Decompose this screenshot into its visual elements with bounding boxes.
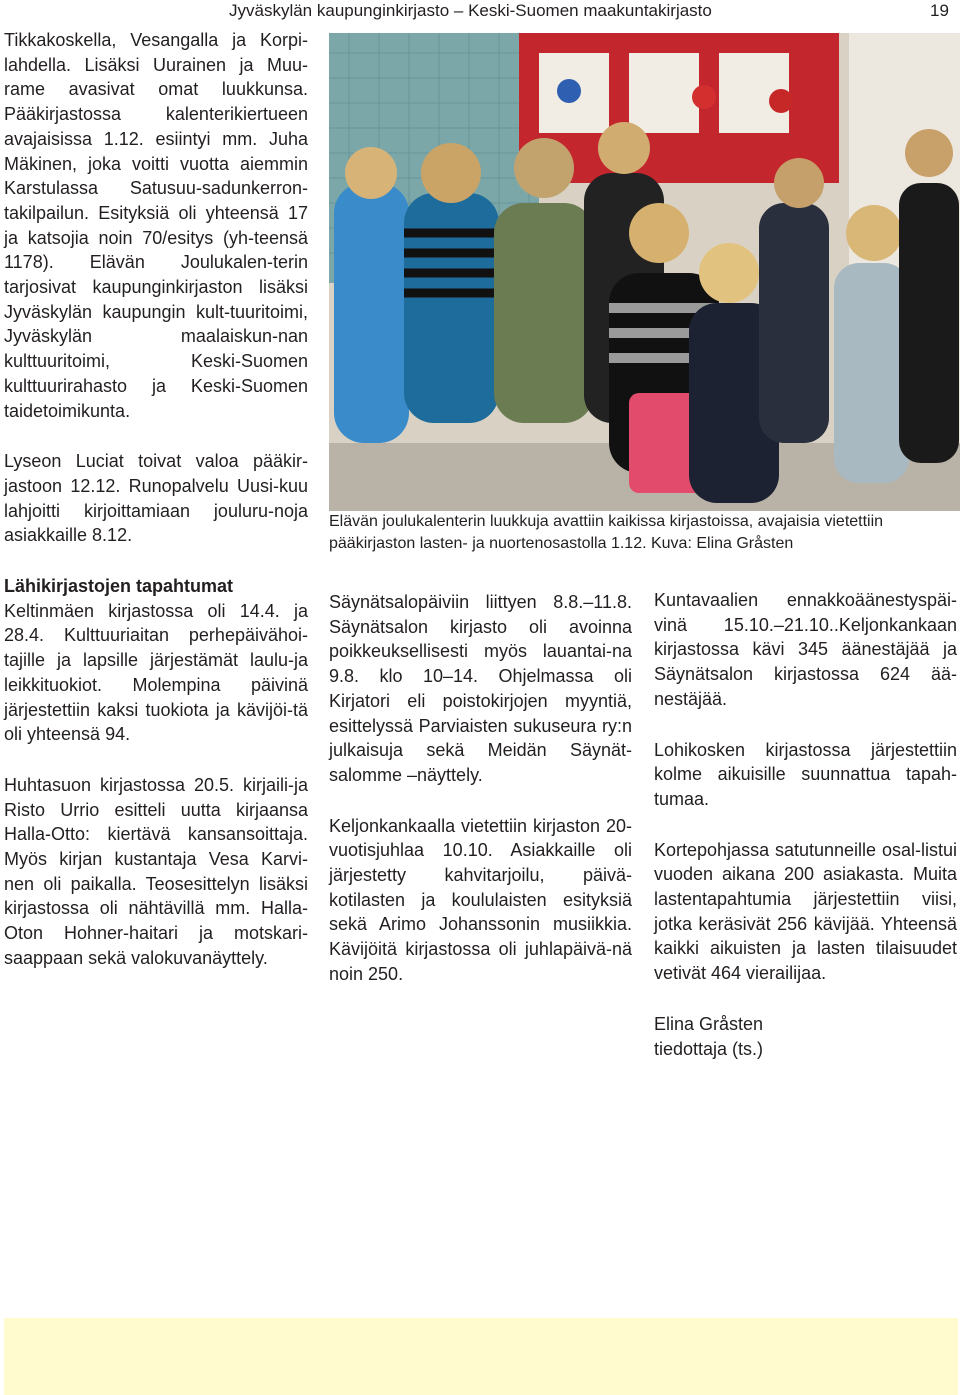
footer-band xyxy=(4,1318,958,1395)
paragraph-huhtasuo: Huhtasuon kirjastossa 20.5. kirjaili-ja Risto Urrio esitteli uutta kirjaansa Halla-Otto: kiertävä kansansoittaja. Myös kirjan kustantaja Vesa Karvi-nen oli paikalla. Teosesittelyn lisäksi kirjastossa oli nähtävillä mm. Halla-Oton Hohner-haitari ja motskari-saappaan sekä valokuvanäyttely. xyxy=(4,774,308,968)
paragraph-joulukalenteri: Tikkakoskella, Vesangalla ja Korpi-lahdella. Lisäksi Uurainen ja Muu-rame avasivat omat luukkunsa. Pääkirjastossa kalenterikiertueen avajaisissa 1.12. esiintyi mm. Juha Mäkinen, joka voitti vuotta aiemmin Karstulassa Satusuu-sadunkerron-takilpailun. Esityksiä oli yhteensä 17 ja katsojia noin 70/esitys (yh-teensä 1178). Elävän Joulukalen-terin tarjosivat kaupunginkirjaston lisäksi Jyväskylän kaupungin kult-tuuritoimi, Jyväskylän maalaiskun-nan kulttuuritoimi, Keski-Suomen kulttuurirahasto ja Keski-Suomen taidetoimikunta. xyxy=(4,30,308,421)
signature-title: tiedottaja (ts.) xyxy=(654,1038,764,1059)
section-heading: Lähikirjastojen tapahtumat xyxy=(4,576,234,596)
column-2 xyxy=(329,590,632,987)
paragraph-lohikoski: Lohikosken kirjastossa järjestettiin kolme aikuisille suunnattua tapah-tumaa. xyxy=(654,739,957,809)
photo-caption: Elävän joulukalenterin luukkuja avattiin kaikissa kirjastoissa, avajaisia vietettiin pääkirjaston lasten- ja nuortenosastolla 1.12. Kuva: Elina Gråsten xyxy=(329,513,884,552)
running-head: Jyväskylän kaupunginkirjasto – Keski-Suomen maakuntakirjasto xyxy=(229,1,712,20)
paragraph-keljonkangas: Keljonkankaalla vietettiin kirjaston 20-vuotisjuhlaa 10.10. Asiakkaille oli järjestetty kahvitarjoilu, päivä-kotilasten ja koululaisten esityksiä sekä Arimo Johanssonin musiikkia. Kävijöitä kirjastossa oli juhlapäivä-nä noin 250. xyxy=(329,815,632,984)
paragraph-saynatsalo: Säynätsalopäiviin liittyen 8.8.–11.8. Säynätsalon kirjasto oli avoinna poikkeuksellisesti myös lauantai-na 9.8. klo 10–14. Ohjelmassa oli Kirjatori eli poistokirjojen myyntiä, esittelyssä Parviaisten sukuseura ry:n julkaisuja sekä Meidän Säynät-salomme –näyttely. xyxy=(329,592,632,785)
paragraph-luciat: Lyseon Luciat toivat valoa pääkir-jastoon 12.12. Runopalvelu Uusi-kuu lahjoitti kirjoittamiaan jouluru-noja asiakkaille 8.12. xyxy=(4,451,308,546)
column-3 xyxy=(654,588,957,1061)
paragraph-kuntavaalit: Kuntavaalien ennakkoäänestyspäi-vinä 15.10.–21.10..Keljonkankaan kirjastossa kävi 345 äänestäjää ja Säynätsalon kirjastossa 624 ää-nestäjää. xyxy=(654,590,957,709)
photo-illustration xyxy=(329,33,960,511)
page-header xyxy=(0,0,960,24)
paragraph-keltinmaki: Keltinmäen kirjastossa oli 14.4. ja 28.4. Kulttuuriaitan perhepäivähoi-tajille ja lapsille järjestämät laulu-ja leikkituokiot. Molempina päivinä järjestettiin kaksi tuokiota ja kävijöi-tä oli yhteensä 94. xyxy=(4,600,308,745)
page-number: 19 xyxy=(930,1,949,20)
column-1-top xyxy=(4,28,308,548)
signature xyxy=(654,1012,957,1061)
paragraph-kortepohja: Kortepohjassa satutunneille osal-listui vuoden aikana 200 asiakasta. Muita lastentapahtumia järjestettiin viisi, jotka keräsivät 256 kävijää. Yhteensä kaikki aikuisten ja lasten tilaisuudet vetivät 464 vierailijaa. xyxy=(654,839,957,984)
column-1-bottom xyxy=(4,574,308,971)
signature-name: Elina Gråsten xyxy=(654,1013,764,1034)
photo-children-advent-calendar xyxy=(329,33,960,511)
